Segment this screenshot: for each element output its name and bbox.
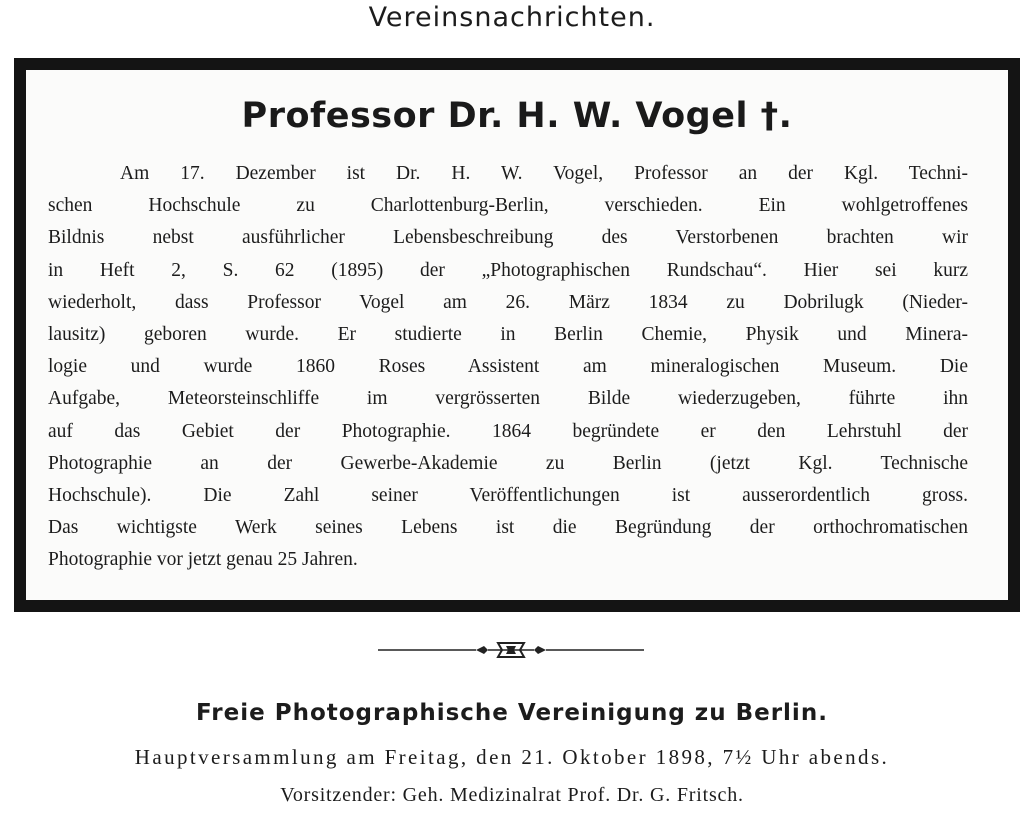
section-title: Vereinsnachrichten.: [368, 2, 656, 33]
memorial-line: Aufgabe, Meteorsteinschliffe im vergrösserten Bilde wiederzugeben, führte ihn: [48, 388, 968, 410]
memorial-body: [48, 158, 968, 577]
memorial-notice-frame: [14, 58, 1020, 612]
memorial-line: Am 17. Dezember ist Dr. H. W. Vogel, Professor an der Kgl. Techni-: [120, 163, 968, 184]
meeting-chair: Vorsitzender: Geh. Medizinalrat Prof. Dr. G. Fritsch.: [280, 784, 744, 806]
memorial-line: lausitz) geboren wurde. Er studierte in Berlin Chemie, Physik und Minera-: [48, 324, 968, 346]
memorial-line: Bildnis nebst ausführlicher Lebensbeschreibung des Verstorbenen brachten wir: [48, 227, 968, 249]
memorial-line: Photographie vor jetzt genau 25 Jahren.: [48, 549, 358, 571]
memorial-line: Hochschule). Die Zahl seiner Veröffentlichungen ist ausserordentlich gross.: [48, 485, 968, 507]
memorial-line: auf das Gebiet der Photographie. 1864 begründete er den Lehrstuhl der: [48, 420, 968, 442]
memorial-line: in Heft 2, S. 62 (1895) der „Photographischen Rundschau“. Hier sei kurz: [48, 259, 968, 281]
meeting-announcement: Hauptversammlung am Freitag, den 21. Oktober 1898, 7½ Uhr abends.: [134, 745, 890, 769]
ornamental-divider-icon: [376, 630, 646, 670]
memorial-line: wiederholt, dass Professor Vogel am 26. März 1834 zu Dobrilugk (Nieder-: [48, 291, 968, 313]
memorial-line: Das wichtigste Werk seines Lebens ist die Begründung der orthochromatischen: [48, 517, 968, 539]
event-heading: Freie Photographische Vereinigung zu Berlin.: [196, 700, 828, 726]
memorial-line: Photographie an der Gewerbe-Akademie zu Berlin (jetzt Kgl. Technische: [48, 452, 968, 474]
memorial-line: schen Hochschule zu Charlottenburg-Berlin, verschieden. Ein wohlgetroffenes: [48, 195, 968, 217]
memorial-title: Professor Dr. H. W. Vogel †.: [241, 96, 793, 136]
memorial-line: logie und wurde 1860 Roses Assistent am mineralogischen Museum. Die: [48, 356, 968, 378]
